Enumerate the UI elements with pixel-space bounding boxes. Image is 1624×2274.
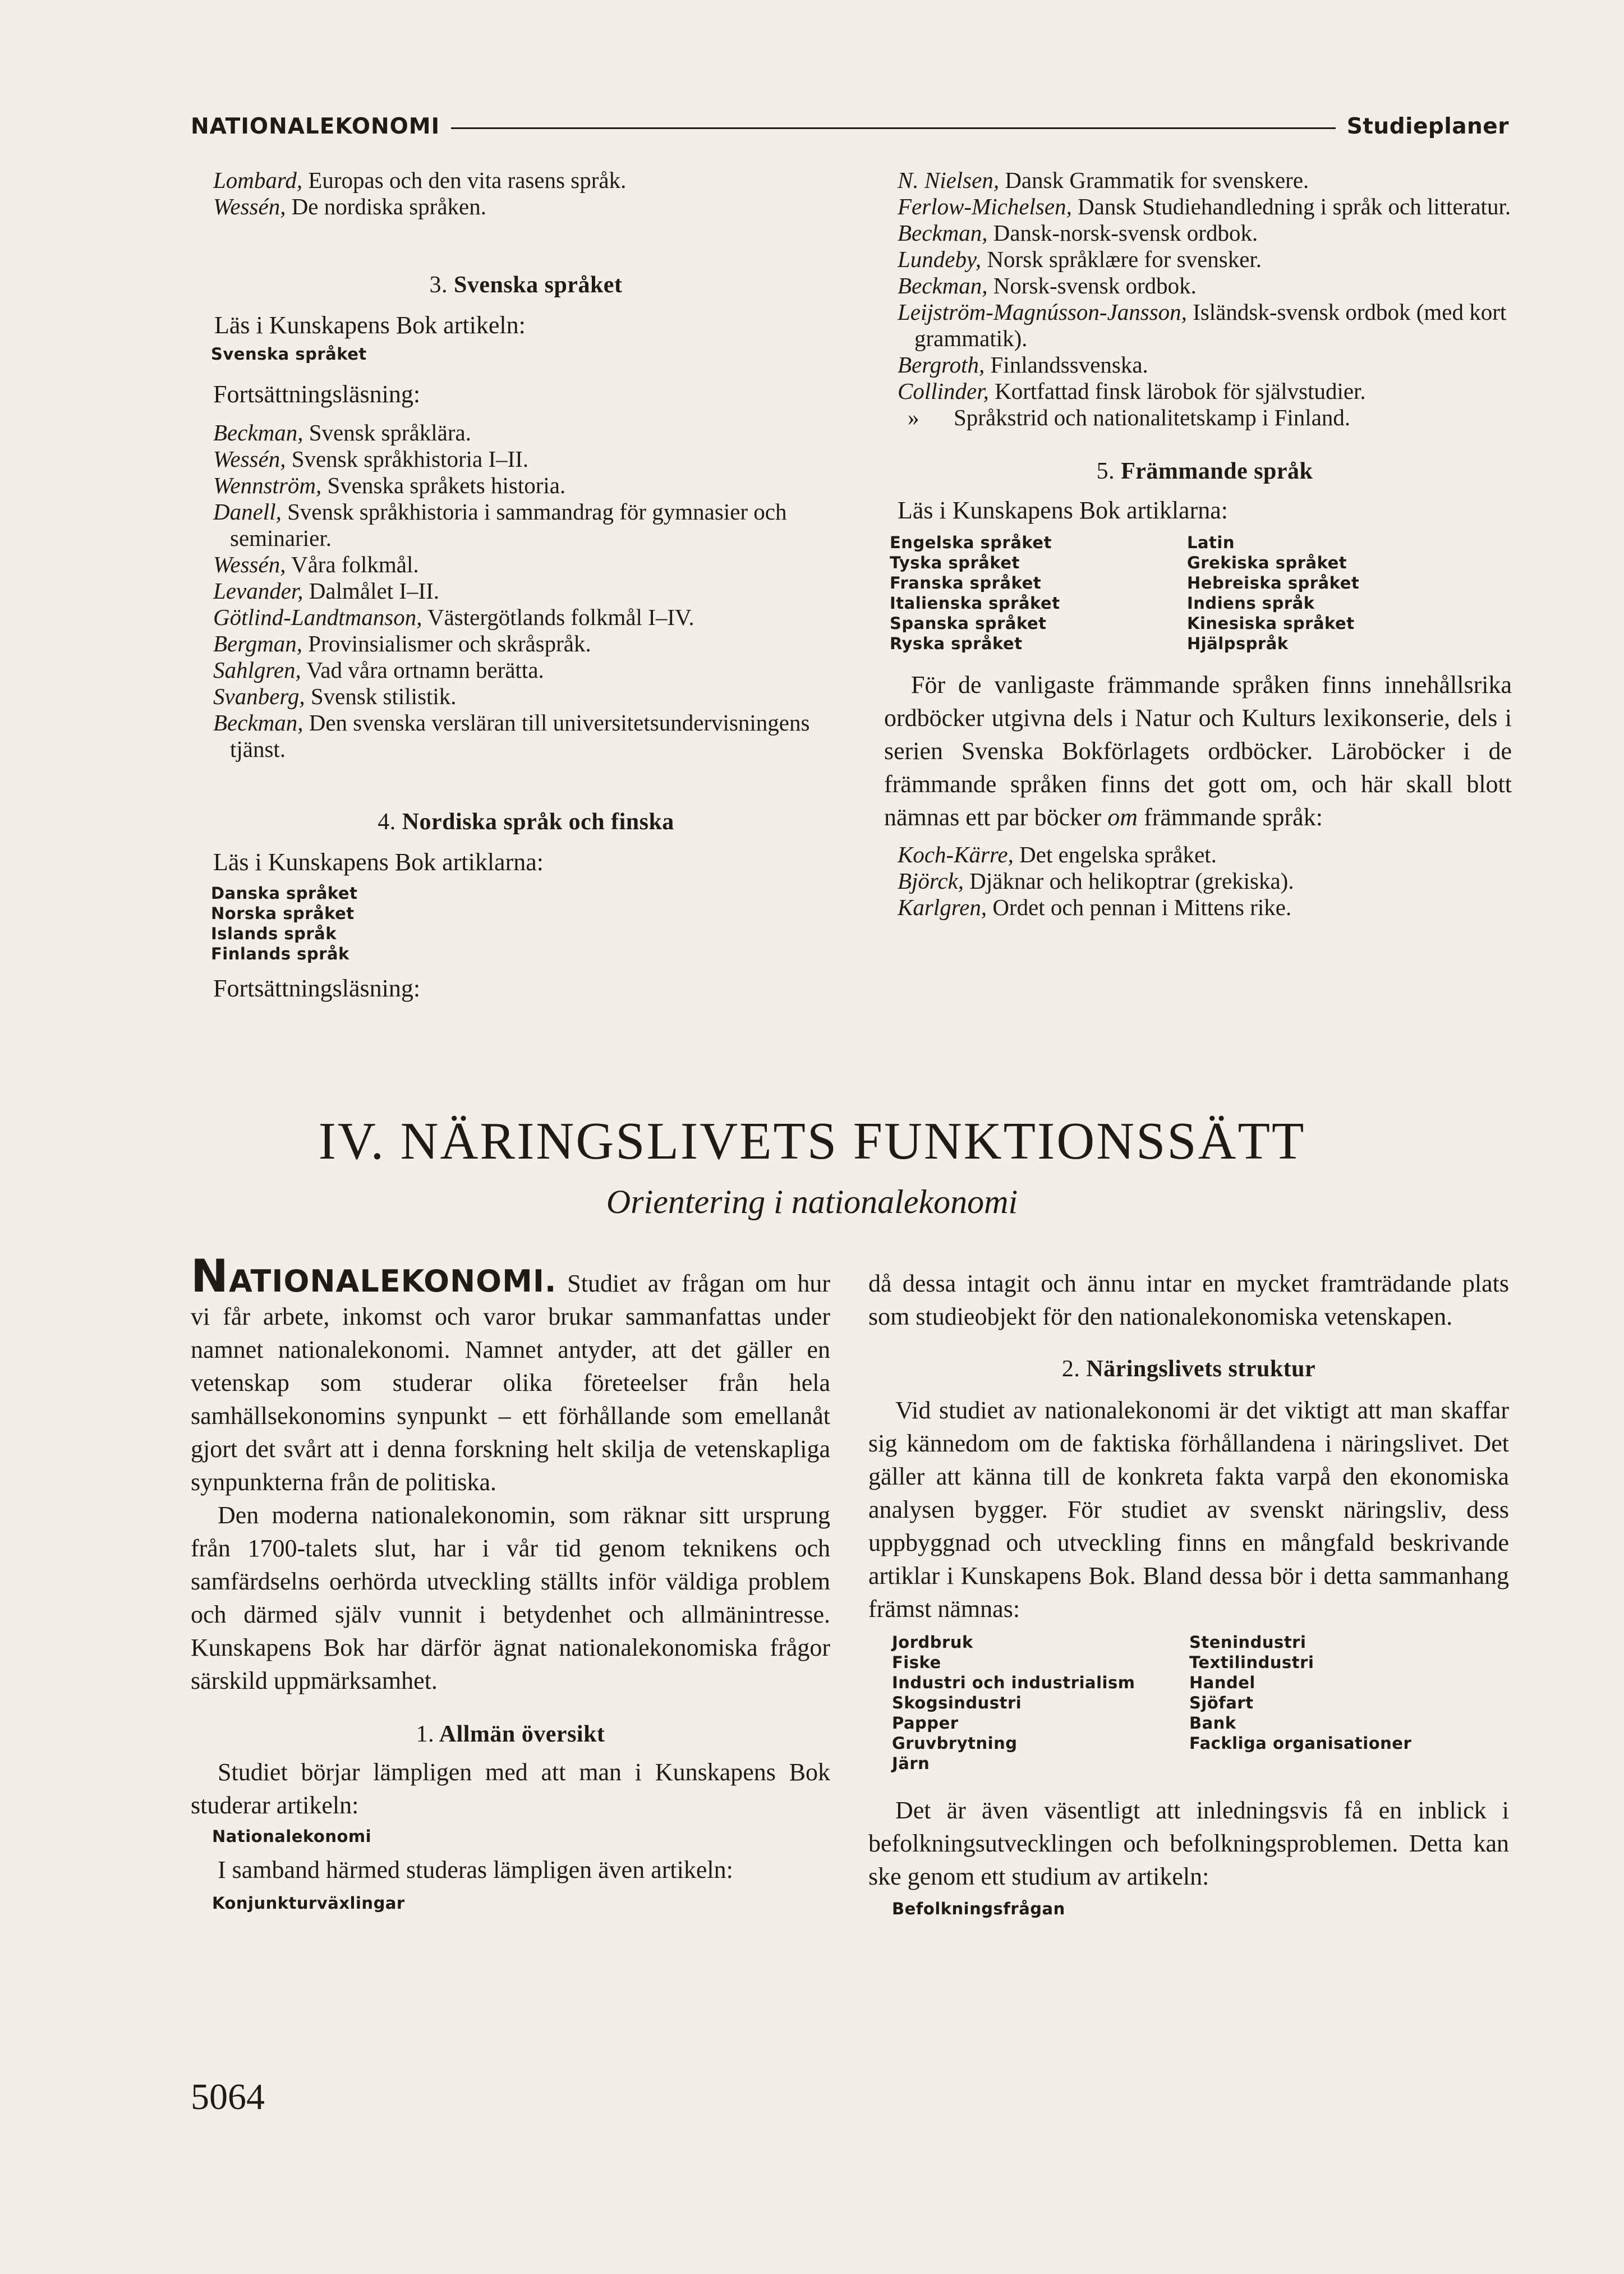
reference: Beckman, Dansk-norsk-svensk ordbok. bbox=[898, 220, 1258, 246]
reference: » Språkstrid och nationalitetskamp i Finland. bbox=[908, 405, 1351, 430]
lead-paragraph: NATIONALEKONOMI. Studiet av frågan om hur vi får arbete, inkomst och varor brukar sammanfattas under namnet nationalekonomi. Namnet antyder, att det gäller en vetenskap som studerar olika företeelser från hela samhällsekonomins synpunkt – ett förhållande som emellanåt gjort det svårt att i denna forskning helt skilja de vetenskapliga synpunkterna från de politiska. bbox=[191, 1250, 830, 1496]
article-name: Norska språket bbox=[211, 904, 355, 923]
article-name: Gruvbrytning bbox=[892, 1734, 1018, 1753]
article-name: Tyska språket bbox=[890, 553, 1020, 572]
reference: Lombard, Europas och den vita rasens språk. bbox=[213, 167, 627, 193]
reference-list bbox=[898, 842, 1512, 921]
reference: N. Nielsen, Dansk Grammatik for svenskere. bbox=[898, 167, 1309, 193]
reference: Wessén, De nordiska språken. bbox=[213, 194, 486, 219]
reference: Leijström-Magnússon-Jansson, Isländsk-svensk ordbok (med kort grammatik). bbox=[898, 299, 1507, 351]
article-name: Handel bbox=[1189, 1673, 1255, 1692]
article-name: Befolkningsfrågan bbox=[892, 1899, 1065, 1918]
article-name: Kinesiska språket bbox=[1187, 614, 1355, 633]
article-name: Textilindustri bbox=[1189, 1653, 1314, 1672]
reference: Lundeby, Norsk språklære for svensker. bbox=[898, 246, 1262, 272]
article-name: Danska språket bbox=[211, 884, 358, 903]
paragraph: Studiet börjar lämpligen med att man i Kunskapens Bok studerar artikeln: bbox=[191, 1758, 830, 1819]
reference: Beckman, Svensk språklära. bbox=[213, 420, 471, 445]
article-name: Grekiska språket bbox=[1187, 553, 1347, 572]
continuation-label: Fortsättningsläsning: bbox=[213, 975, 421, 1002]
article-name: Spanska språket bbox=[890, 614, 1047, 633]
reference: Sahlgren, Vad våra ortnamn berätta. bbox=[213, 657, 544, 683]
page-number: 5064 bbox=[191, 2077, 265, 2117]
paragraph: Den moderna nationalekonomin, som räknar sitt ursprung från 1700-talets slut, har i vår tid genom teknikens och samfärdselns oerhörda utveckling ställts inför väldiga problem och därmed själv vunnit i betydenhet och allmänintresse. Kunskapens Bok har därför ägnat nationalekonomiska frågor särskild uppmärksamhet. bbox=[191, 1501, 830, 1694]
reference: Beckman, Den svenska versläran till universitetsundervisningens tjänst. bbox=[213, 710, 810, 762]
section-heading: 5. Främmande språk bbox=[1096, 458, 1313, 484]
paragraph: Det är även väsentligt att inledningsvis få en inblick i befolkningsutvecklingen och befolkningsproblemen. Detta kan ske genom ett studium av artikeln: bbox=[868, 1797, 1509, 1890]
article-list-col-2 bbox=[1187, 532, 1484, 654]
article-list bbox=[892, 1632, 1509, 1774]
article-name: Hebreiska språket bbox=[1187, 573, 1360, 592]
reference: Collinder, Kortfattad finsk lärobok för självstudier. bbox=[898, 378, 1366, 404]
article-name: Engelska språket bbox=[890, 533, 1052, 552]
article-name: Stenindustri bbox=[1189, 1633, 1306, 1652]
section-heading: 4. Nordiska språk och finska bbox=[378, 809, 674, 835]
article-list-col-1 bbox=[892, 1632, 1189, 1774]
top-left-column bbox=[213, 167, 839, 1005]
article-list bbox=[890, 532, 1512, 654]
top-right-column bbox=[884, 167, 1512, 921]
section-heading: 2. Näringslivets struktur bbox=[1061, 1356, 1316, 1382]
article-name: Finlands språk bbox=[211, 944, 349, 963]
article-name: Bank bbox=[1189, 1713, 1236, 1733]
article-name: Hjälpspråk bbox=[1187, 634, 1289, 653]
article-name: Fackliga organisationer bbox=[1189, 1734, 1412, 1753]
chapter-title: IV. NÄRINGSLIVETS FUNKTIONSSÄTT bbox=[318, 1112, 1306, 1170]
article-name: Industri och industrialism bbox=[892, 1673, 1135, 1692]
article-list bbox=[211, 883, 839, 964]
article-list-col-2 bbox=[1189, 1632, 1487, 1774]
article-name: Indiens språk bbox=[1187, 594, 1315, 613]
reference: Ferlow-Michelsen, Dansk Studiehandledning i språk och litteratur. bbox=[898, 194, 1511, 219]
header-category: Studieplaner bbox=[1336, 114, 1509, 139]
section-heading: 1. Allmän översikt bbox=[416, 1721, 605, 1747]
reference: Götlind-Landtmanson, Västergötlands folkmål I–IV. bbox=[213, 604, 694, 630]
section-heading: 3. Svenska språket bbox=[429, 272, 623, 298]
article-name: Jordbruk bbox=[892, 1633, 973, 1652]
article-name: Konjunkturväxlingar bbox=[212, 1894, 405, 1913]
article-name: Ryska språket bbox=[890, 634, 1023, 653]
article-name: Sjöfart bbox=[1189, 1693, 1254, 1712]
article-name: Nationalekonomi bbox=[212, 1827, 372, 1846]
article-name: Islands språk bbox=[211, 924, 337, 943]
lead-word: NATIONALEKONOMI. bbox=[191, 1250, 557, 1302]
reference: Wennström, Svenska språkets historia. bbox=[213, 472, 566, 498]
article-name: Italienska språket bbox=[890, 594, 1060, 613]
article-name: Skogsindustri bbox=[892, 1693, 1022, 1712]
chapter-subtitle: Orientering i nationalekonomi bbox=[606, 1183, 1018, 1220]
continuation-label: Fortsättningsläsning: bbox=[213, 380, 421, 408]
paragraph: Vid studiet av nationalekonomi är det viktigt att man skaffar sig kännedom om de faktiska förhållandena i näringslivet. Det gäller att känna till de konkreta fakta varpå den ekonomiska analysen bygger. För studiet av svenskt näringsliv, dess uppbyggnad och utveckling finns en mångfald beskrivande artiklar i Kunskapens Bok. Bland dessa bör i detta sammanhang främst nämnas: bbox=[868, 1396, 1509, 1623]
article-name: Svenska språket bbox=[211, 344, 367, 364]
reference: Beckman, Norsk-svensk ordbok. bbox=[898, 273, 1197, 298]
section-intro: Läs i Kunskapens Bok artikeln: bbox=[214, 311, 526, 339]
paragraph: I samband härmed studeras lämpligen även artikeln: bbox=[218, 1856, 733, 1883]
paragraph: För de vanligaste främmande språken finns innehållsrika ordböcker utgivna dels i Natur och Kulturs lexikonserie, dels i serien Svenska Bokförlagets ordböcker. Läroböcker i de främmande språken finns det gott om, och här skall blott nämnas ett par böcker om främmande språk: bbox=[884, 671, 1512, 831]
reference: Björck, Djäknar och helikoptrar (grekiska). bbox=[898, 868, 1294, 894]
reference: Wessén, Svensk språkhistoria I–II. bbox=[213, 446, 529, 472]
reference: Danell, Svensk språkhistoria i sammandrag för gymnasier och seminarier. bbox=[213, 499, 787, 551]
article-name: Latin bbox=[1187, 533, 1235, 552]
reference: Wessén, Våra folkmål. bbox=[213, 552, 419, 577]
article-name: Franska språket bbox=[890, 573, 1042, 592]
article-name: Järn bbox=[892, 1754, 930, 1773]
section-intro: Läs i Kunskapens Bok artiklarna: bbox=[213, 848, 544, 876]
reference: Levander, Dalmålet I–II. bbox=[213, 578, 440, 604]
reference: Svanberg, Svensk stilistik. bbox=[213, 683, 457, 709]
article-list-col-1 bbox=[890, 532, 1187, 654]
article-name: Fiske bbox=[892, 1653, 941, 1672]
running-header bbox=[191, 114, 1509, 148]
reference: Karlgren, Ordet och pennan i Mittens rike. bbox=[898, 894, 1292, 920]
reference: Koch-Kärre, Det engelska språket. bbox=[898, 842, 1217, 867]
bottom-right-column bbox=[868, 1267, 1509, 1919]
article-name: Papper bbox=[892, 1713, 959, 1733]
section-intro: Läs i Kunskapens Bok artiklarna: bbox=[898, 497, 1228, 524]
reference: Bergroth, Finlandssvenska. bbox=[898, 352, 1148, 378]
paragraph: då dessa intagit och ännu intar en mycket framträdande plats som studieobjekt för den nationalekonomiska vetenskapen. bbox=[868, 1270, 1509, 1330]
reference: Bergman, Provinsialismer och skråspråk. bbox=[213, 631, 591, 656]
header-section-title: NATIONALEKONOMI bbox=[191, 114, 451, 139]
bottom-left-column bbox=[191, 1250, 830, 1913]
